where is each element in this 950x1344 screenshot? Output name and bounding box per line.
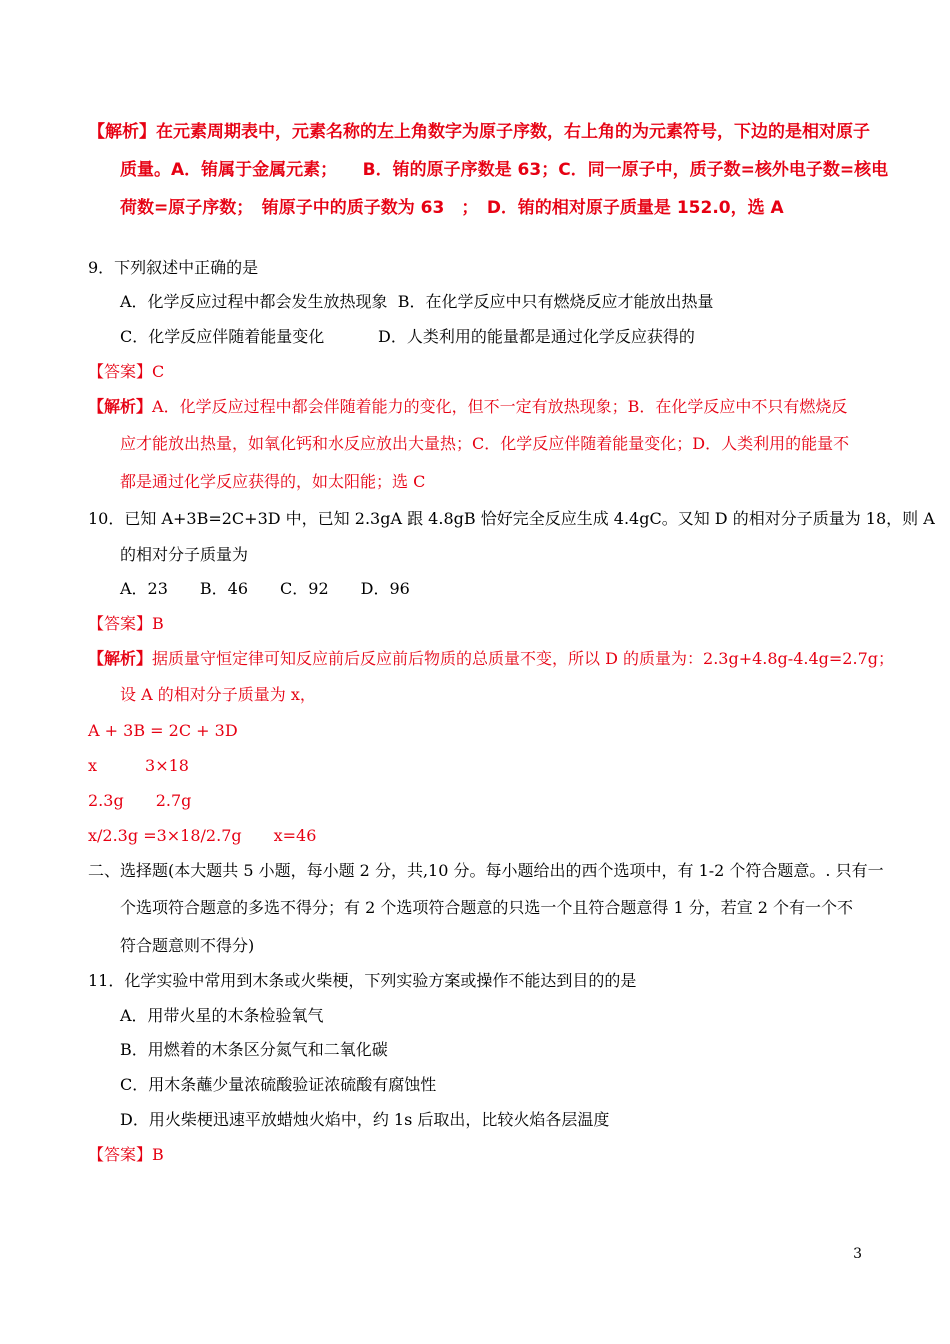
q10-options: A．23 B．46 C．92 D．96	[120, 579, 410, 598]
q8-explain-line-3: 荷数=原子序数； 铕原子中的质子数为 63 ； D．铕的相对原子质量是 152.0，选 A	[120, 198, 784, 218]
q9-explain-line-1: 【解析】A．化学反应过程中都会伴随着能力的变化，但不一定有放热现象；B．在化学反应中不只有燃烧反	[88, 397, 848, 416]
q9-option-c: C．化学反应伴随着能量变化	[120, 327, 325, 346]
q8-explain-line-2: 质量。A．铕属于金属元素； B．铕的原子序数是 63；C．同一原子中，质子数=核外电子数=核电	[120, 160, 889, 180]
q10-equation-4: x/2.3g =3×18/2.7g x=46	[88, 826, 317, 845]
explain-tag: 【解析】	[88, 397, 153, 416]
q9-option-a: A．化学反应过程中都会发生放热现象	[120, 292, 388, 311]
q11-stem: 11．化学实验中常用到木条或火柴梗，下列实验方案或操作不能达到目的的是	[88, 971, 637, 990]
page-number: 3	[853, 1246, 862, 1262]
q10-stem-line-1: 10．已知 A+3B=2C+3D 中，已知 2.3gA 跟 4.8gB 恰好完全反应生成 4.4gC。又知 D 的相对分子质量为 18，则 A	[88, 509, 935, 528]
q10-answer	[88, 614, 164, 634]
q11-option-a: A．用带火星的木条检验氧气	[120, 1006, 324, 1025]
answer-tag: 【答案】	[88, 1145, 153, 1164]
q9-option-b: B．在化学反应中只有燃烧反应才能放出热量	[397, 292, 714, 311]
section2-instructions-line-3: 符合题意则不得分)	[120, 936, 255, 955]
q9-explain-line-3: 都是通过化学反应获得的，如太阳能；选 C	[120, 472, 426, 491]
section2-instructions-line-1: 二、选择题(本大题共 5 小题，每小题 2 分，共,10 分。每小题给出的西个选项中，有 1-2 个符合题意。. 只有一	[88, 861, 884, 880]
q9-option-d: D．人类利用的能量都是通过化学反应获得的	[378, 327, 695, 346]
q11-answer	[88, 1145, 164, 1165]
section2-instructions-line-2: 个选项符合题意的多选不得分；有 2 个选项符合题意的只选一个且符合题意得 1 分，若宣 2 个有一个不	[120, 898, 854, 917]
q11-option-d: D．用火柴梗迅速平放蜡烛火焰中，约 1s 后取出，比较火焰各层温度	[120, 1110, 610, 1129]
q10-equation-1: A + 3B = 2C + 3D	[88, 721, 238, 740]
q8-explain-line-1: 【解析】在元素周期表中，元素名称的左上角数字为原子序数，右上角的为元素符号，下边的是相对原子	[88, 122, 870, 142]
q9-answer	[88, 362, 164, 382]
q11-option-c: C．用木条蘸少量浓硫酸验证浓硫酸有腐蚀性	[120, 1075, 437, 1094]
answer-value: B	[152, 614, 164, 633]
q9-explain-line-2: 应才能放出热量，如氧化钙和水反应放出大量热；C．化学反应伴随着能量变化；D．人类利用的能量不	[120, 434, 850, 453]
q9-options-row-1	[120, 292, 714, 312]
q10-equation-2: x 3×18	[88, 756, 189, 775]
answer-value: C	[152, 362, 165, 381]
answer-value: B	[152, 1145, 164, 1164]
q10-equation-3: 2.3g 2.7g	[88, 791, 192, 810]
q11-option-b: B．用燃着的木条区分氮气和二氧化碳	[120, 1040, 388, 1059]
q10-explain-line-2: 设 A 的相对分子质量为 x，	[120, 685, 316, 704]
explain-tag: 【解析】	[88, 649, 153, 668]
q10-explain-line-1: 【解析】据质量守恒定律可知反应前后反应前后物质的总质量不变，所以 D 的质量为：2.3g+4.8g-4.4g=2.7g；	[88, 649, 894, 668]
explain-tag: 【解析】	[88, 122, 156, 142]
q9-stem: 9．下列叙述中正确的是	[88, 258, 259, 277]
answer-tag: 【答案】	[88, 614, 153, 633]
answer-tag: 【答案】	[88, 362, 153, 381]
q10-stem-line-2: 的相对分子质量为	[120, 545, 249, 564]
